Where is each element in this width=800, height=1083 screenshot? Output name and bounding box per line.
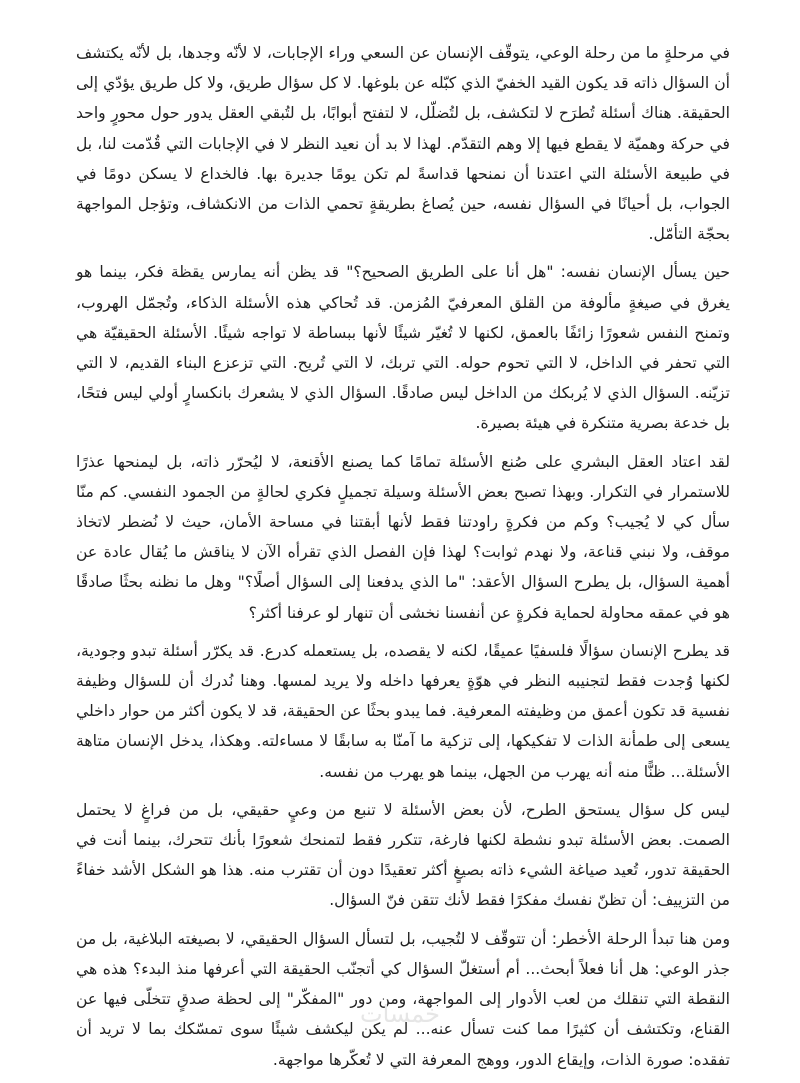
watermark-logo: خمسات	[359, 1000, 441, 1028]
paragraph-3: لقد اعتاد العقل البشري على صُنع الأسئلة تمامًا كما يصنع الأقنعة، لا ليُحرّر ذاته، بل ليمنحها عذرًا للاستمرار في التكرار. وبهذا تصبح بعض الأسئلة وسيلة تجميلٍ فكري لحالةٍ من الجمود النفسي. كم منّا سأل كي لا يُجيب؟ وكم من فكرةٍ راودتنا فقط لأنها أبقتنا في مساحة الأمان، حيث لا نُضطر لاتخاذ موقف، ولا نبني قناعة، ولا نهدم ثوابت؟ لهذا فإن الفصل الذي تقرأه الآن لا يناقش ما يُقال عادة عن أهمية السؤال، بل يطرح السؤال الأعقد: "ما الذي يدفعنا إلى السؤال أصلًا؟" وهل ما نظنه بحثًا صادقًا هو في عمقه محاولة لحماية فكرةٍ عن أنفسنا نخشى أن تنهار لو عرفنا أكثر؟	[76, 452, 730, 622]
paragraph-2: حين يسأل الإنسان نفسه: "هل أنا على الطريق الصحيح؟" قد يظن أنه يمارس يقظة فكر، بينما هو يغرق في صيغةٍ مألوفة من القلق المعرفيّ المُزمن. قد تُحاكي هذه الأسئلة الذكاء، وتُجمّل الهروب، وتمنح النفس شعورًا زائفًا بالعمق، لكنها لا تُغيّر شيئًا لأنها ببساطة لا تواجه شيئًا. الأسئلة الحقيقيّة هي التي تحفر في الداخل، لا التي تحوم حوله. التي تربك، لا التي تُريح. التي تزعزع البناء القديم، لا التي تزيّنه. السؤال الذي لا يُربكك من الداخل ليس صادقًا. السؤال الذي لا يشعرك بانكسارٍ أولي ليس فتحًا، بل خدعة بصرية متنكرة في هيئة بصيرة.	[76, 263, 730, 433]
paragraph-4: قد يطرح الإنسان سؤالًا فلسفيًا عميقًا، لكنه لا يقصده، بل يستعمله كدرع. قد يكرّر أسئلة تبدو وجودية، لكنها وُجدت فقط لتجنيبه النظر في هوّةٍ يعرفها داخله ولا يريد لمسها. وهنا نُدرك أن للسؤال وظيفة نفسية قد تكون أعمق من وظيفته المعرفية. فما يبدو بحثًا عن الحقيقة، قد لا يكون أكثر من حوار داخلي يسعى إلى طمأنة الذات لا تفكيكها، إلى تزكية ما آمنّا به سابقًا لا مساءلته. وهكذا، يدخل الإنسان متاهة الأسئلة... ظنًّا منه أنه يهرب من الجهل، بينما هو يهرب من نفسه.	[76, 641, 730, 781]
paragraph-6: ومن هنا تبدأ الرحلة الأخطر: أن تتوقّف لا لتُجيب، بل لتسأل السؤال الحقيقي، لا بصيغته البلاغية، بل من جذر الوعي: هل أنا فعلاً أبحث... أم أستغلّ السؤال كي أتجنّب الحقيقة التي أعرفها منذ البدء؟ هذه هي النقطة التي تنقلك من لعب الأدوار إلى المواجهة، ومن دور "المفكّر" إلى لحظة صدقٍ تتخلّى فيها عن القناع، وتكتشف أن كثيرًا مما كنت تسأل عنه... لم يكن ليكشف شيئًا سوى تمسّكك بما لا تريد أن تفقده: صورة الذات، وإيقاع الدور، ووهج المعرفة التي لا تُعكّرها مواجهة.	[76, 929, 730, 1069]
paragraph-5: ليس كل سؤال يستحق الطرح، لأن بعض الأسئلة لا تنبع من وعيٍ حقيقي، بل من فراغٍ لا يحتمل الصمت. بعض الأسئلة تبدو نشطة لكنها فارغة، تتكرر فقط لتمنحك شعورًا بأنك تتحرك، بينما أنت في الحقيقة تدور، تُعيد صياغة الشيء ذاته بصيغٍ أكثر تعقيدًا دون أن تقترب منه. هذا هو الشكل الأشد خفاءً من التزييف: أن تظنّ نفسك مفكرًا فقط لأنك تتقن فنّ السؤال.	[76, 800, 730, 910]
paragraph-1: في مرحلةٍ ما من رحلة الوعي، يتوقّف الإنسان عن السعي وراء الإجابات، لا لأنّه وجدها، بل لأنّه يكتشف أن السؤال ذاته قد يكون القيد الخفيّ الذي كبّله عن بلوغها. لا كل سؤال طريق، ولا كل طريق يؤدّي إلى الحقيقة. هناك أسئلة تُطرَح لا لتكشف، بل لتُضلّل، لا لتفتح أبوابًا، بل لتُبقي العقل يدور حول محورٍ واحد في حركة وهميّة لا يقطع فيها إلا وهم التقدّم. لهذا لا بد أن نعيد النظر لا في الإجابات التي قُدّمت لنا، بل في طبيعة الأسئلة التي اعتدنا أن نمنحها قداسةً لم تكن يومًا جديرة بها. فالخداع لا يسكن دومًا في الجواب، بل أحيانًا في السؤال نفسه، حين يُصاغ بطريقةٍ تحمي الذات من الانكشاف، وتؤجل المواجهة بحجّة التأمّل.	[76, 44, 730, 244]
document-body	[76, 38, 730, 1083]
